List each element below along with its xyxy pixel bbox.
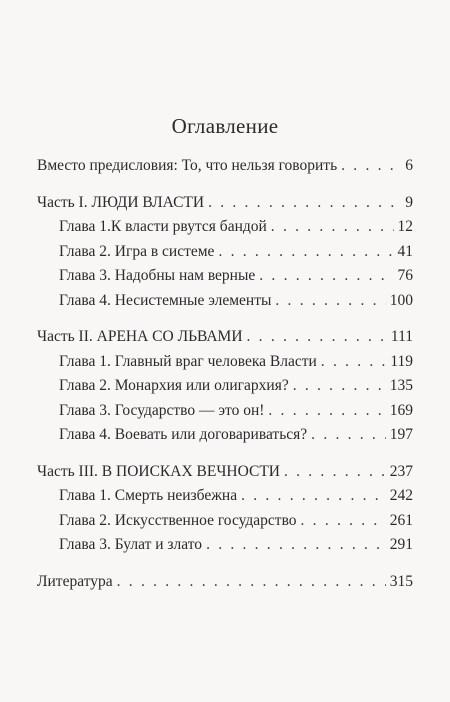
dot-leader — [259, 264, 393, 289]
toc-entry-part-3 — [37, 460, 413, 485]
toc-entry-page: 6 — [405, 157, 413, 174]
dot-leader — [271, 215, 394, 240]
toc-group-part-2 — [37, 325, 413, 448]
toc-entry-label: Литература — [37, 572, 113, 590]
dot-leader — [301, 509, 386, 534]
dot-leader — [117, 570, 386, 595]
dot-leader — [247, 325, 387, 350]
toc-entry-label: Глава 1. Главный враг человека Власти — [59, 352, 317, 370]
toc-entry-label: Глава 3. Булат и злато — [59, 536, 203, 553]
toc-entry-page: 111 — [390, 328, 413, 345]
toc-entry-part-1 — [37, 191, 413, 216]
toc-entry-part-3-chapter-1 — [37, 484, 413, 509]
toc-group-part-3 — [37, 460, 413, 558]
dot-leader — [218, 240, 393, 265]
toc-entry-part-2-chapter-1 — [37, 350, 413, 375]
toc-entry-page: 41 — [397, 242, 413, 260]
toc-entry-page: 237 — [389, 462, 413, 480]
dot-leader — [341, 154, 401, 179]
toc-entry-part-2-chapter-3 — [37, 399, 413, 424]
toc-entry-part-2-chapter-4 — [37, 423, 413, 448]
toc-entry-label: Глава 3. Надобны нам верные — [59, 267, 256, 284]
toc-entry-part-1-chapter-2 — [37, 240, 413, 265]
dot-leader — [321, 350, 387, 375]
toc-entry-page: 291 — [389, 536, 413, 553]
dot-leader — [311, 423, 386, 448]
toc-entry-label: Глава 2. Искусственное государство — [59, 511, 297, 529]
dot-leader — [284, 460, 386, 485]
toc-group-part-1 — [37, 191, 413, 314]
toc-entry-part-3-chapter-2 — [37, 509, 413, 534]
toc-entry-page: 119 — [390, 352, 413, 370]
toc-entry-label: Глава 2. Монархия или олигархия? — [59, 377, 289, 394]
toc-entry-page: 242 — [389, 487, 413, 504]
toc-entry-page: 9 — [405, 193, 413, 211]
toc-entry-label: Часть I. ЛЮДИ ВЛАСТИ — [37, 193, 205, 211]
toc-group-preface — [37, 154, 413, 179]
toc-entry-label: Глава 4. Несистемные элементы — [59, 291, 272, 309]
toc-entry-label: Глава 1. Смерть неизбежна — [59, 487, 238, 504]
table-of-contents — [37, 154, 413, 594]
toc-entry-page: 12 — [397, 218, 413, 235]
toc-entry-part-1-chapter-4 — [37, 289, 413, 314]
dot-leader — [241, 484, 386, 509]
toc-entry-page: 135 — [389, 377, 413, 394]
dot-leader — [293, 374, 386, 399]
toc-entry-part-1-chapter-3 — [37, 264, 413, 289]
dot-leader — [206, 533, 386, 558]
toc-entry-page: 261 — [389, 511, 413, 529]
toc-entry-page: 100 — [389, 291, 413, 309]
toc-group-bibliography — [37, 570, 413, 595]
toc-entry-part-2 — [37, 325, 413, 350]
toc-entry-label: Вместо предисловия: То, что нельзя говорить — [37, 157, 338, 174]
toc-entry-part-3-chapter-3 — [37, 533, 413, 558]
toc-entry-bibliography — [37, 570, 413, 595]
dot-leader — [275, 289, 385, 314]
toc-entry-page: 315 — [389, 572, 413, 590]
toc-entry-label: Глава 1.К власти рвутся бандой — [59, 218, 267, 235]
toc-entry-label: Часть III. В ПОИСКАХ ВЕЧНОСТИ — [37, 462, 280, 480]
toc-entry-page: 76 — [397, 267, 413, 284]
toc-entry-label: Часть II. АРЕНА СО ЛЬВАМИ — [37, 328, 243, 345]
toc-title: Оглавление — [171, 114, 279, 138]
toc-entry-label: Глава 4. Воевать или договариваться? — [59, 426, 308, 443]
toc-entry-page: 169 — [389, 401, 413, 419]
toc-entry-part-2-chapter-2 — [37, 374, 413, 399]
dot-leader — [268, 399, 385, 424]
toc-entry-page: 197 — [389, 426, 413, 443]
toc-entry-label: Глава 2. Игра в системе — [59, 242, 215, 260]
toc-entry-preface — [37, 154, 413, 179]
toc-entry-part-1-chapter-1 — [37, 215, 413, 240]
toc-entry-label: Глава 3. Государство — это он! — [59, 401, 265, 419]
dot-leader — [208, 191, 401, 216]
